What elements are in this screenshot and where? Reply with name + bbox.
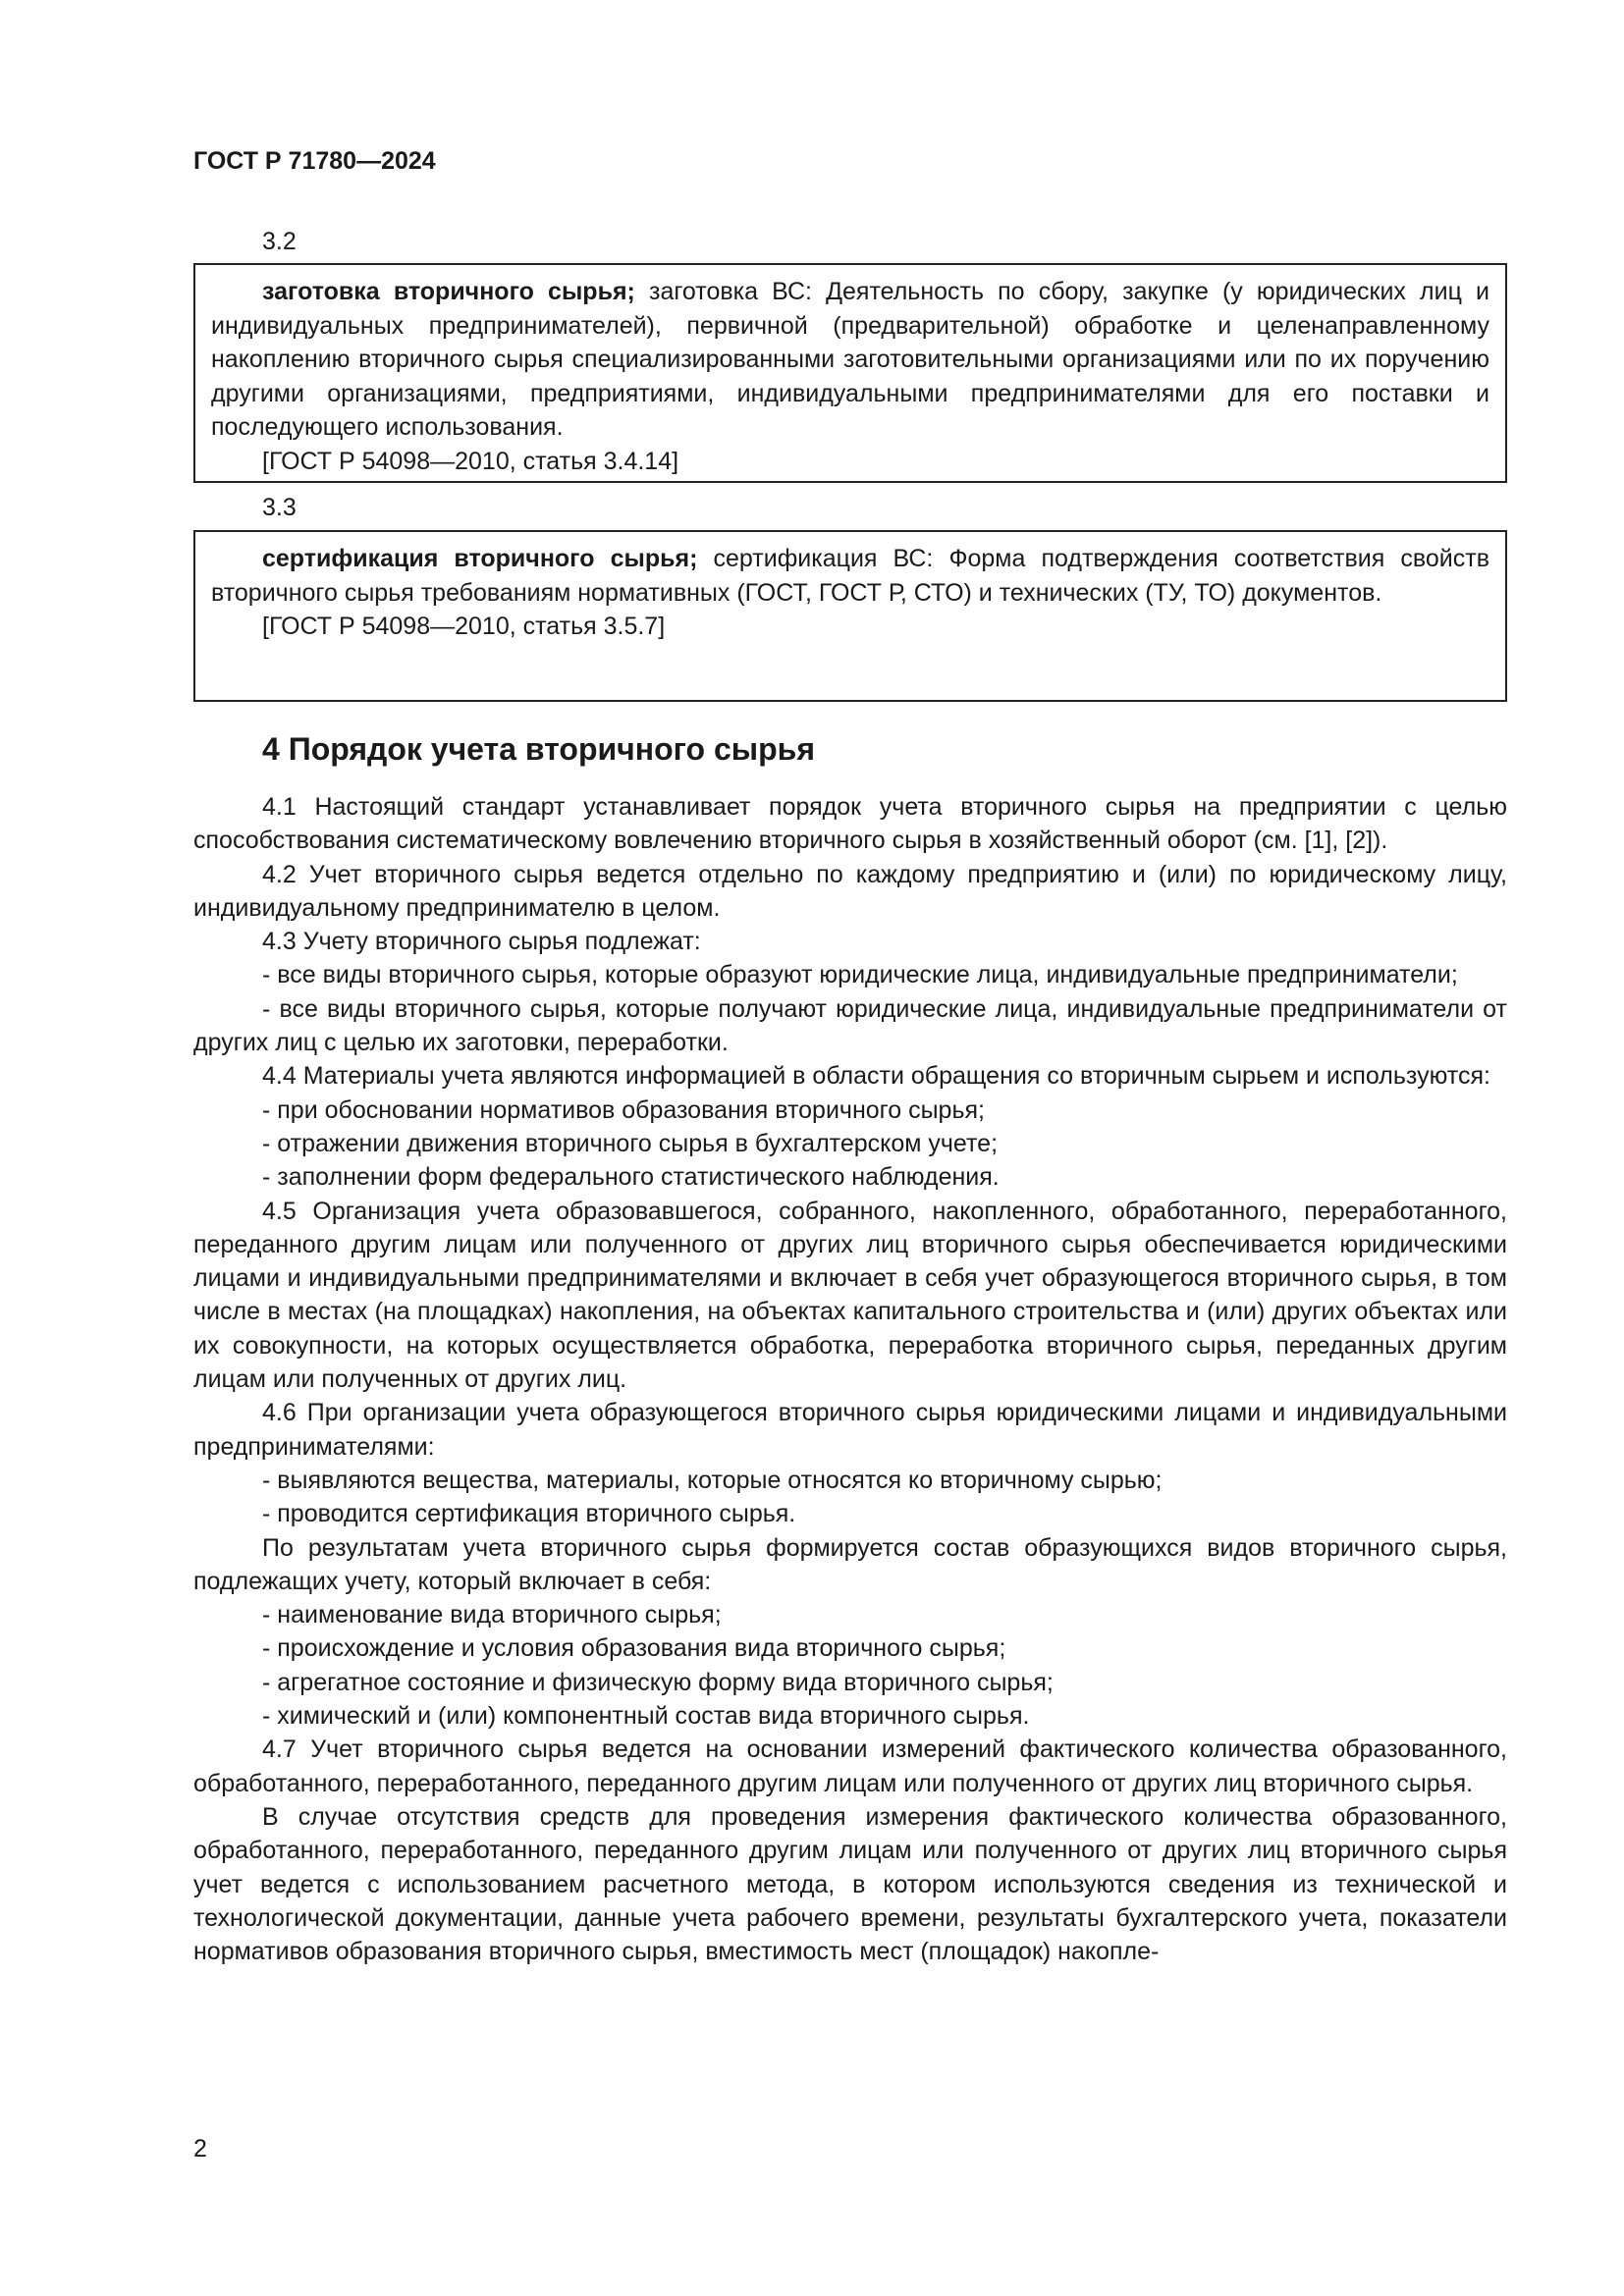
list-item: - проводится сертификация вторичного сырья. (262, 1500, 796, 1528)
term-box (193, 263, 1507, 483)
term-name: сертификация вторичного сырья; (262, 545, 698, 572)
list-item: - все виды вторичного сырья, которые образуют юридические лица, индивидуальные предприниматели; (262, 961, 1458, 989)
list-item: - происхождение и условия образования вида вторичного сырья; (262, 1634, 1006, 1663)
term-number: 3.3 (262, 494, 297, 521)
list-item: - выявляются вещества, материалы, которые относятся ко вторичному сырью; (262, 1466, 1163, 1494)
term-definition-text: сертификация ВС: Форма подтверждения соответствия свойств вторичного сырья требованиям нормативных (ГОСТ, ГОСТ Р, СТО) и технических (ТУ, ТО) документов. (211, 545, 1489, 607)
section-content (193, 790, 1507, 1968)
paragraph: По результатам учета вторичного сырья формируется состав образующихся видов вторичного сырья, подлежащих учету, который включает в себя: (193, 1533, 1507, 1595)
paragraph: 4.7 Учет вторичного сырья ведется на основании измерений фактического количества образованного, обработанного, переработанного, переданного другим лицам или полученного от других лиц вторичного сырья. (193, 1735, 1507, 1797)
term-number: 3.2 (262, 228, 297, 255)
list-item: - химический и (или) компонентный состав вида вторичного сырья. (262, 1702, 1030, 1731)
paragraph: 4.5 Организация учета образовавшегося, собранного, накопленного, обработанного, переработанного, переданного другим лицам или полученного от других лиц вторичного сырья обеспечивается юридическими лицами и индивидуальными предпринимателями и включает в себя учет образующегося вторичного сырья, в том числе в местах (на площадках) накопления, на объектах капитального строительства и (или) других объектах или их совокупности, на которых осуществляется обработка, переработка вторичного сырья, переданных другим лицам или полученных от других лиц. (193, 1197, 1507, 1394)
document-header: ГОСТ Р 71780—2024 (193, 147, 436, 175)
term-source: [ГОСТ Р 54098—2010, статья 3.5.7] (262, 613, 666, 640)
term-definition (211, 275, 1489, 445)
paragraph: 4.4 Материалы учета являются информацией в области обращения со вторичным сырьем и используются: (262, 1062, 1490, 1091)
list-item: - наименование вида вторичного сырья; (262, 1601, 722, 1629)
section-title: 4 Порядок учета вторичного сырья (262, 731, 815, 767)
term-definition (211, 542, 1489, 610)
paragraph: 4.2 Учет вторичного сырья ведется отдельно по каждому предприятию и (или) по юридическому лицу, индивидуальному предпринимателю в целом. (193, 860, 1507, 922)
term-source: [ГОСТ Р 54098—2010, статья 3.4.14] (262, 447, 679, 475)
list-item: - агрегатное состояние и физическую форму вида вторичного сырья; (262, 1668, 1054, 1696)
paragraph: 4.6 При организации учета образующегося вторичного сырья юридическими лицами и индивидуальными предпринимателями: (193, 1399, 1507, 1461)
list-item: - при обосновании нормативов образования вторичного сырья; (262, 1095, 985, 1124)
paragraph: 4.3 Учету вторичного сырья подлежат: (262, 928, 701, 956)
term-box (193, 530, 1507, 702)
page-number: 2 (193, 2135, 207, 2163)
list-item: - отражении движения вторичного сырья в бухгалтерском учете; (262, 1129, 999, 1157)
paragraph: 4.1 Настоящий стандарт устанавливает порядок учета вторичного сырья на предприятии с целью способствования систематическому вовлечению вторичного сырья в хозяйственный оборот (см. [1], [2]). (193, 793, 1507, 855)
paragraph: В случае отсутствия средств для проведения измерения фактического количества образованного, обработанного, переработанного, переданного другим лицам или полученного от других лиц вторичного сырья учет ведется с использованием расчетного метода, в котором используются сведения из технической и технологической документации, данные учета рабочего времени, результаты бухгалтерского учета, показатели нормативов образования вторичного сырья, вместимость мест (площадок) накопле- (193, 1802, 1507, 1966)
list-item: - заполнении форм федерального статистического наблюдения. (262, 1163, 1000, 1192)
list-item: - все виды вторичного сырья, которые получают юридические лица, индивидуальные предприниматели от других лиц с целью их заготовки, переработки. (193, 994, 1507, 1057)
term-name: заготовка вторичного сырья; (262, 278, 635, 305)
term-definition-text: заготовка ВС: Деятельность по сбору, закупке (у юридических лиц и индивидуальных предпринимателей), первичной (предварительной) обработке и целенаправленному накоплению вторичного сырья специализированными заготовительными организациями или по их поручению другими организациями, предприятиями, индивидуальными предпринимателями для его поставки и последующего использования. (211, 278, 1489, 441)
